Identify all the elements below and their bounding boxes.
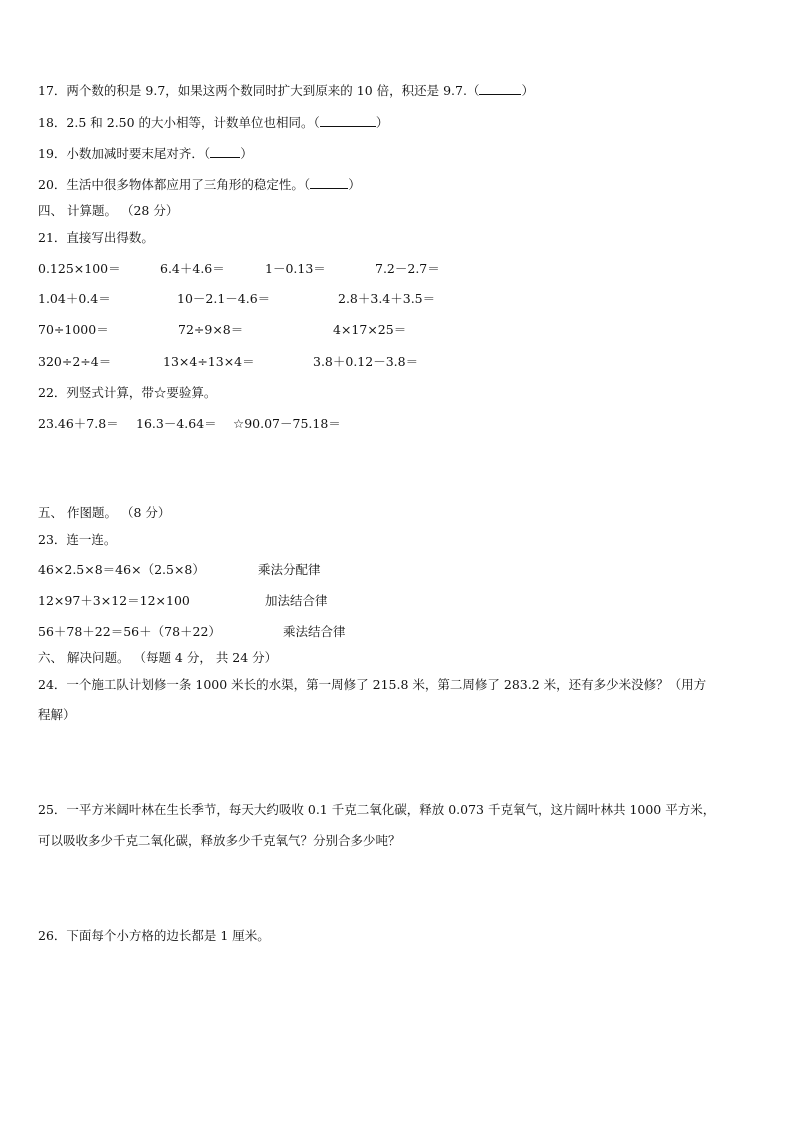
section-heading-problem-solving: 六、 解决问题。 （每题 4 分， 共 24 分）: [38, 650, 278, 665]
calc-item: 4×17×25＝: [333, 322, 407, 337]
answer-blank[interactable]: [310, 176, 348, 189]
question-number: 18: [38, 115, 54, 130]
question-number: 19: [38, 146, 54, 161]
match-right-item[interactable]: 加法结合律: [265, 593, 328, 608]
match-right-item[interactable]: 乘法结合律: [283, 624, 346, 639]
vertical-calc-item: 23.46＋7.8＝: [38, 416, 119, 431]
calc-item: 13×4÷13×4＝: [163, 354, 255, 369]
question-17: 17．两个数的积是 9.7，如果这两个数同时扩大到原来的 10 倍，积还是 9.7.（ ）: [38, 83, 534, 98]
question-24-line1: 24．一个施工队计划修一条 1000 米长的水渠，第一周修了 215.8 米，第二周修了 283.2 米，还有多少米没修？（用方: [38, 677, 707, 692]
calc-item: 0.125×100＝: [38, 261, 121, 276]
calc-item: 3.8＋0.12－3.8＝: [313, 354, 419, 369]
question-25-line1: 25．一平方米阔叶林在生长季节，每天大约吸收 0.1 千克二氧化碳，释放 0.073 千克氧气，这片阔叶林共 1000 平方米，: [38, 802, 716, 817]
calc-item: 1－0.13＝: [265, 261, 326, 276]
vertical-calc-item: 16.3－4.64＝: [136, 416, 217, 431]
answer-blank[interactable]: [320, 114, 376, 127]
question-text: 两个数的积是 9.7，如果这两个数同时扩大到原来的 10 倍，积还是 9.7.（: [66, 83, 480, 98]
calc-item: 70÷1000＝: [38, 322, 109, 337]
calc-item: 320÷2÷4＝: [38, 354, 112, 369]
question-21-stem: 21．直接写出得数。: [38, 230, 154, 245]
question-25-line2: 可以吸收多少千克二氧化碳，释放多少千克氧气？分别合多少吨？: [38, 833, 401, 848]
match-right-item[interactable]: 乘法分配律: [258, 562, 321, 577]
calc-item: 1.04＋0.4＝: [38, 291, 111, 306]
question-text: 生活中很多物体都应用了三角形的稳定性。（: [66, 177, 311, 192]
calc-item: 2.8＋3.4＋3.5＝: [338, 291, 436, 306]
match-left-item[interactable]: 12×97＋3×12＝12×100: [38, 593, 190, 608]
calc-item: 7.2－2.7＝: [375, 261, 440, 276]
question-24-line2: 程解）: [38, 707, 76, 722]
question-text: 2.5 和 2.50 的大小相等，计数单位也相同。（: [66, 115, 320, 130]
calc-item: 72÷9×8＝: [178, 322, 244, 337]
question-number: 20: [38, 177, 54, 192]
calc-item: 10－2.1－4.6＝: [177, 291, 271, 306]
match-left-item[interactable]: 46×2.5×8＝46×（2.5×8）: [38, 562, 205, 577]
question-20: 20．生活中很多物体都应用了三角形的稳定性。（ ）: [38, 177, 361, 192]
question-22-stem: 22．列竖式计算，带☆要验算。: [38, 385, 217, 400]
question-19: 19．小数加减时要末尾对齐．（ ）: [38, 146, 253, 161]
vertical-calc-item: ☆90.07－75.18＝: [233, 416, 341, 431]
question-18: 18．2.5 和 2.50 的大小相等，计数单位也相同。（ ）: [38, 115, 389, 130]
answer-blank[interactable]: [479, 82, 521, 95]
question-26-stem: 26．下面每个小方格的边长都是 1 厘米。: [38, 928, 270, 943]
answer-blank[interactable]: [210, 145, 240, 158]
match-left-item[interactable]: 56＋78＋22＝56＋（78＋22）: [38, 624, 221, 639]
question-23-stem: 23．连一连。: [38, 532, 117, 547]
calc-item: 6.4＋4.6＝: [160, 261, 225, 276]
section-heading-drawing: 五、 作图题。 （8 分）: [38, 505, 171, 520]
question-number: 17: [38, 83, 54, 98]
question-text: 小数加减时要末尾对齐．（: [66, 146, 211, 161]
section-heading-calculation: 四、 计算题。 （28 分）: [38, 203, 179, 218]
